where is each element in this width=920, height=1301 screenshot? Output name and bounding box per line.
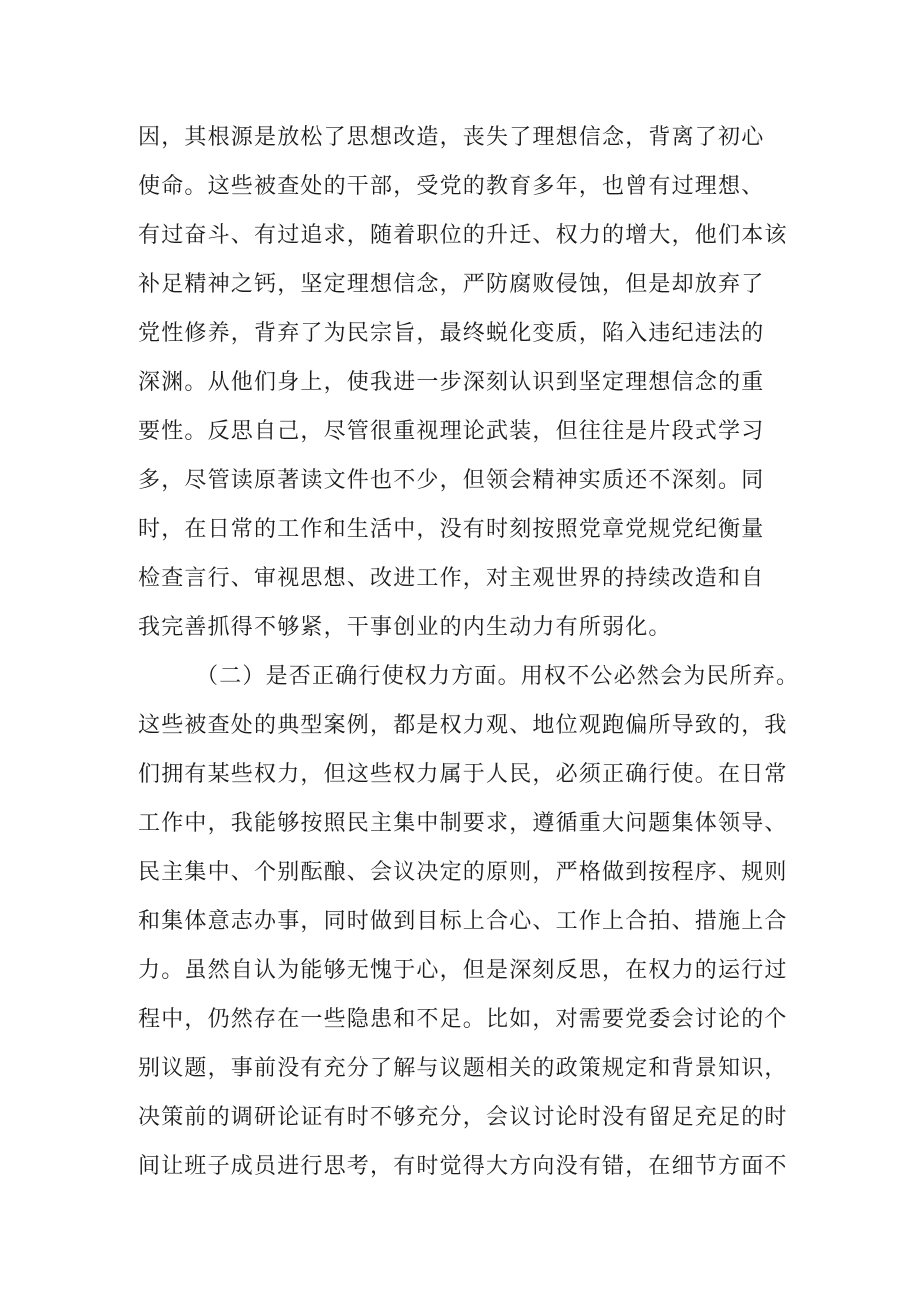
- text-line: 有过奋斗、有过追求，随着职位的升迁、权力的增大，他们本该: [138, 223, 788, 248]
- section-heading-line: （二）是否正确行使权力方面。用权不公必然会为民所弃。: [196, 664, 800, 689]
- text-line: 决策前的调研论证有时不够充分，会议讨论时没有留足充足的时: [138, 1105, 788, 1130]
- text-line: 党性修养，背弃了为民宗旨，最终蜕化变质，陷入违纪违法的: [138, 321, 765, 346]
- text-line: 别议题，事前没有充分了解与议题相关的政策规定和背景知识，: [138, 1056, 788, 1081]
- text-line: 程中，仍然存在一些隐患和不足。比如，对需要党委会讨论的个: [138, 1007, 788, 1032]
- text-line: 间让班子成员进行思考，有时觉得大方向没有错，在细节方面不: [138, 1154, 788, 1179]
- text-line: 这些被查处的典型案例，都是权力观、地位观跑偏所导致的，我: [138, 713, 788, 738]
- text-line: 我完善抓得不够紧，干事创业的内生动力有所弱化。: [138, 615, 672, 640]
- text-line: 时，在日常的工作和生活中，没有时刻按照党章党规党纪衡量: [138, 517, 765, 542]
- text-line: 因，其根源是放松了思想改造，丧失了理想信念，背离了初心: [138, 125, 765, 150]
- text-line: 要性。反思自己，尽管很重视理论武装，但往往是片段式学习: [138, 419, 765, 444]
- text-line: 多，尽管读原著读文件也不少，但领会精神实质还不深刻。同: [138, 468, 765, 493]
- text-line: 们拥有某些权力，但这些权力属于人民，必须正确行使。在日常: [138, 762, 788, 787]
- text-line: 检查言行、审视思想、改进工作，对主观世界的持续改造和自: [138, 566, 765, 591]
- text-line: 和集体意志办事，同时做到目标上合心、工作上合拍、措施上合: [138, 909, 788, 934]
- text-line: 深渊。从他们身上，使我进一步深刻认识到坚定理想信念的重: [138, 370, 765, 395]
- text-line: 补足精神之钙，坚定理想信念，严防腐败侵蚀，但是却放弃了: [138, 272, 765, 297]
- text-line: 使命。这些被查处的干部，受党的教育多年，也曾有过理想、: [138, 174, 765, 199]
- text-line: 力。虽然自认为能够无愧于心，但是深刻反思，在权力的运行过: [138, 958, 788, 983]
- text-line: 民主集中、个别酝酿、会议决定的原则，严格做到按程序、规则: [138, 860, 788, 885]
- text-line: 工作中，我能够按照民主集中制要求，遵循重大问题集体领导、: [138, 811, 788, 836]
